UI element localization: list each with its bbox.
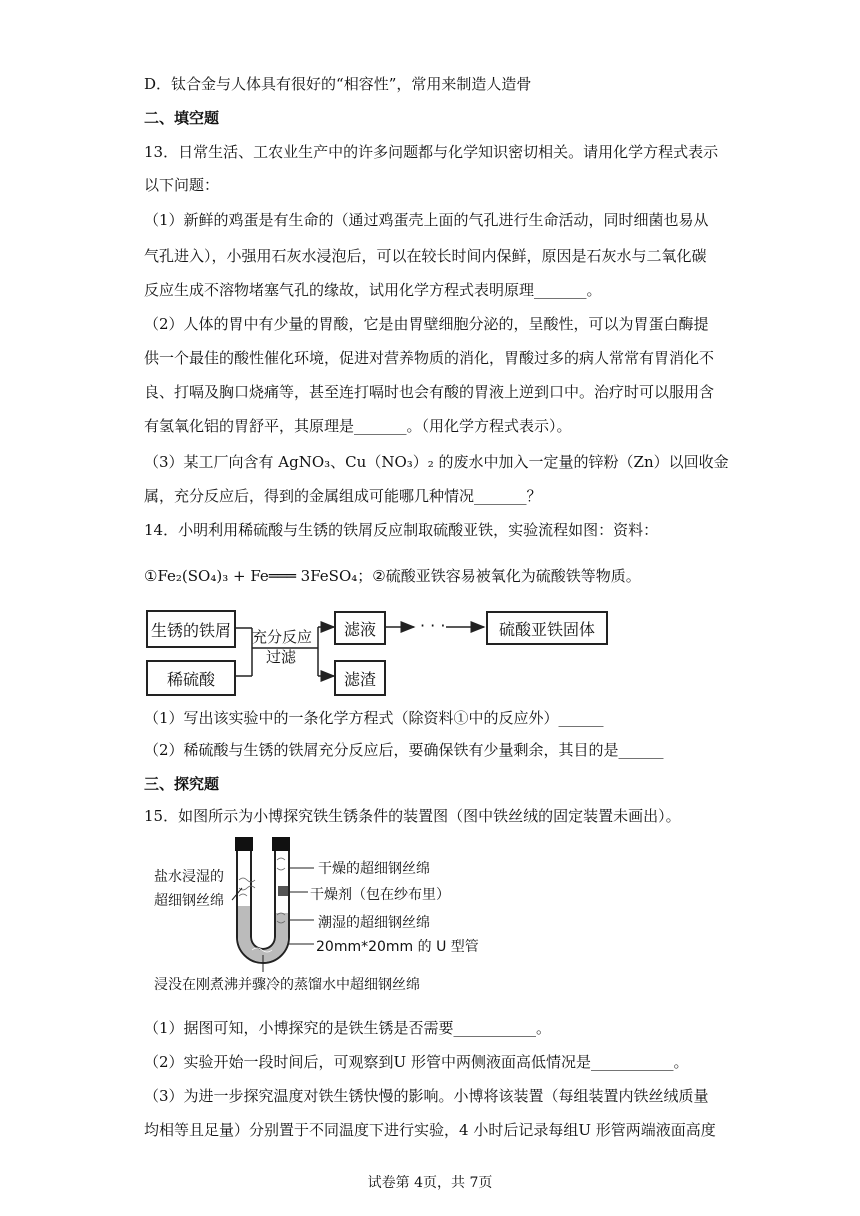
- q15-part3: （3）为进一步探究温度对铁生锈快慢的影响。小博将该装置（每组装置内铁丝绒质量: [144, 1087, 709, 1105]
- q13-part2-3: 良、打嗝及胸口烧痛等，甚至连打嗝时也会有酸的胃液上逆到口中。治疗时可以服用含: [144, 383, 715, 401]
- apparatus-label-moist-wool: 潮湿的超细钢丝绵: [318, 915, 430, 931]
- q13-part3-2: 属，充分反应后，得到的金属组成可能哪几种情况_______？: [144, 487, 542, 505]
- apparatus-label-left-1: 盐水浸湿的: [154, 869, 224, 885]
- apparatus-label-desiccant: 干燥剂（包在纱布里）: [310, 887, 450, 903]
- q14-stem: 14．小明利用稀硫酸与生锈的铁屑反应制取硫酸亚铁，实验流程如图：资料：: [144, 521, 659, 539]
- q13-stem: 13．日常生活、工农业生产中的许多问题都与化学知识密切相关。请用化学方程式表示: [144, 143, 719, 161]
- flow-ellipsis: · · ·: [420, 616, 446, 635]
- q15-part3-2: 均相等且足量）分别置于不同温度下进行实验，4 小时后记录每组U 形管两端液面高度: [144, 1121, 716, 1139]
- flow-box-rusty-iron: 生锈的铁屑: [146, 610, 236, 648]
- q15-part1: （1）据图可知，小博探究的是铁生锈是否需要___________。: [144, 1019, 552, 1037]
- section-heading-fill-in: 二、填空题: [144, 109, 220, 127]
- page-footer: 试卷第 4页，共 7页: [367, 1175, 493, 1191]
- option-d: D．钛合金与人体具有很好的“相容性”，常用来制造人造骨: [144, 75, 532, 93]
- apparatus-label-left-2: 超细钢丝绵: [154, 893, 224, 909]
- flow-step-filter: 过滤: [266, 648, 297, 666]
- q15-part2: （2）实验开始一段时间后，可观察到U 形管中两侧液面高低情况是___________。: [144, 1053, 689, 1071]
- q13-part1: （1）新鲜的鸡蛋是有生命的（通过鸡蛋壳上面的气孔进行生命活动，同时细菌也易从: [144, 211, 709, 229]
- q14-part2: （2）稀硫酸与生锈的铁屑充分反应后，要确保铁有少量剩余，其目的是______: [144, 741, 664, 759]
- flow-step-react: 充分反应: [252, 628, 313, 646]
- section-heading-inquiry: 三、探究题: [144, 775, 220, 793]
- q13-part2-4: 有氢氧化铝的胃舒平，其原理是_______。（用化学方程式表示）。: [144, 417, 572, 435]
- q13-part3: （3）某工厂向含有 AgNO₃、Cu（NO₃）₂ 的废水中加入一定量的锌粉（Zn）以回收金: [144, 453, 729, 471]
- flow-box-dilute-acid: 稀硫酸: [146, 660, 236, 696]
- apparatus-label-dry-wool: 干燥的超细钢丝绵: [318, 861, 430, 877]
- q13-part2: （2）人体的胃中有少量的胃酸，它是由胃壁细胞分泌的，呈酸性，可以为胃蛋白酶提: [144, 315, 709, 333]
- q14-info: ①Fe₂(SO₄)₃ + Fe═══ 3FeSO₄；②硫酸亚铁容易被氧化为硫酸铁等物质。: [144, 567, 641, 585]
- q15-stem: 15．如图所示为小博探究铁生锈条件的装置图（图中铁丝绒的固定装置未画出）。: [144, 807, 681, 825]
- flow-box-product: 硫酸亚铁固体: [486, 611, 608, 645]
- q14-part1: （1）写出该实验中的一条化学方程式（除资料①中的反应外）______: [144, 709, 604, 727]
- flow-box-residue: 滤渣: [334, 660, 386, 696]
- q13-stem-2: 以下问题：: [144, 176, 220, 194]
- apparatus-label-u-tube: 20mm*20mm 的 U 型管: [316, 939, 479, 955]
- flow-box-filtrate: 滤液: [334, 611, 386, 645]
- q13-part1-2: 气孔进入），小强用石灰水浸泡后，可以在较长时间内保鲜，原因是石灰水与二氧化碳: [144, 247, 707, 265]
- q13-part1-3: 反应生成不溶物堵塞气孔的缘故，试用化学方程式表明原理_______。: [144, 281, 602, 299]
- apparatus-label-bottom: 浸没在刚煮沸并骤冷的蒸馏水中超细钢丝绵: [154, 977, 420, 993]
- q13-part2-2: 供一个最佳的酸性催化环境，促进对营养物质的消化，胃酸过多的病人常常有胃消化不: [144, 349, 715, 367]
